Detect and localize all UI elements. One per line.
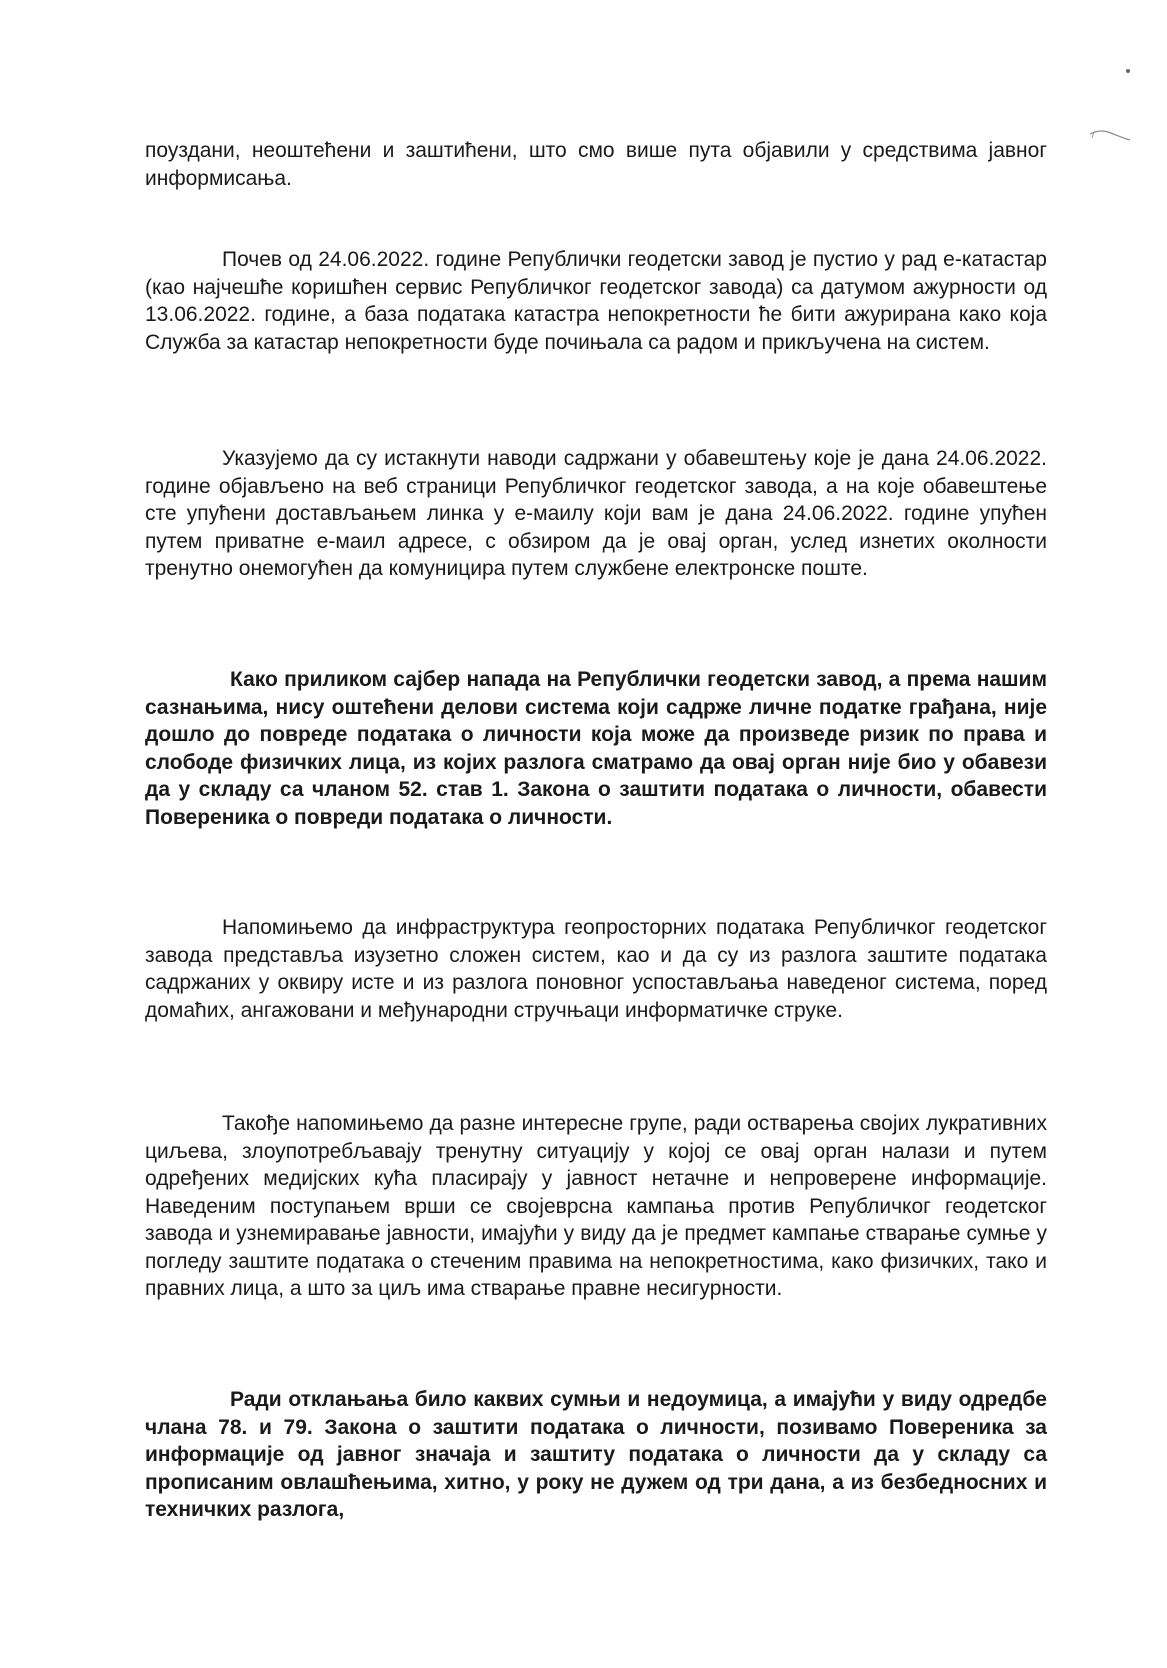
paragraph-request-commissioner: Ради отклањања било каквих сумњи и недоумица, а имајући у виду одредбе члана 78. и 79. Закона о заштити података о личности, позивамо Повереника за информације од јавног значаја и заштиту података о личности да у складу са прописаним овлашћењима, хитно, у року не дужем од три дана, а из безбедносних и техничких разлога, — [145, 1388, 1047, 1521]
paragraph-cyber-attack: Како приликом сајбер напада на Републички геодетски завод, а према нашим сазнањима, нису оштећени делови система који садрже личне податке грађана, није дошло до повреде података о личности која може да произведе ризик по права и слободе физичких лица, из којих разлога сматрамо да овај орган није био у обавези да у складу са чланом 52. став 1. Закона о заштити података о личности, обавести Повереника о повреди података о личности. — [145, 668, 1047, 829]
paragraph-continuation: поуздани, неоштећени и заштићени, што смо више пута објавили у средствима јавног информисања. — [145, 139, 1047, 190]
paragraph-e-cadastre: Почев од 24.06.2022. године Републички геодетски завод је пустио у рад е-катастар (као најчешће коришћен сервис Републичког геодетског завода) са датумом ажурности од 13.06.2022. године, а база података катастра непокретности ће бити ажурирана како која Служба за катастар непокретности буде почињала са радом и прикључена на систем. — [145, 248, 1047, 354]
scan-mark-icon — [1088, 128, 1132, 144]
paragraph-infrastructure: Напомињемо да инфраструктура геопросторних података Републичког геодетског завода представља изузетно сложен систем, као и да су из разлога заштите података садржаних у оквиру исте и из разлога поновног успостављања наведеног система, поред домаћих, ангажовани и међународни стручњаци информатичке струке. — [145, 916, 1047, 1022]
paragraph-notice: Указујемо да су истакнути наводи садржани у обавештењу које је дана 24.06.2022. године објављено на веб страници Републичког геодетског завода, а на које обавештење сте упућени достављањем линка у е-маилу који вам је дана 24.06.2022. године упућен путем приватне е-маил адресе, с обзиром да је овај орган, услед изнетих околности тренутно онемогућен да комуницира путем службене електронске поште. — [145, 447, 1047, 580]
scan-speck — [1126, 69, 1130, 73]
paragraph-interest-groups: Такође напомињемо да разне интересне групе, ради остварења својих лукративних циљева, злоупотребљавају тренутну ситуацију у којој се овај орган налази и путем одређених медијских кућа пласирају у јавност нетачне и непроверене информације. Наведеним поступањем врши се својеврсна кампања против Републичког геодетског завода и узнемиравање јавности, имајући у виду да је предмет кампање стварање сумње у погледу заштите података о стеченим правима на непокретностима, како физичких, тако и правних лица, а што за циљ има стварање правне несигурности. — [145, 1112, 1047, 1300]
